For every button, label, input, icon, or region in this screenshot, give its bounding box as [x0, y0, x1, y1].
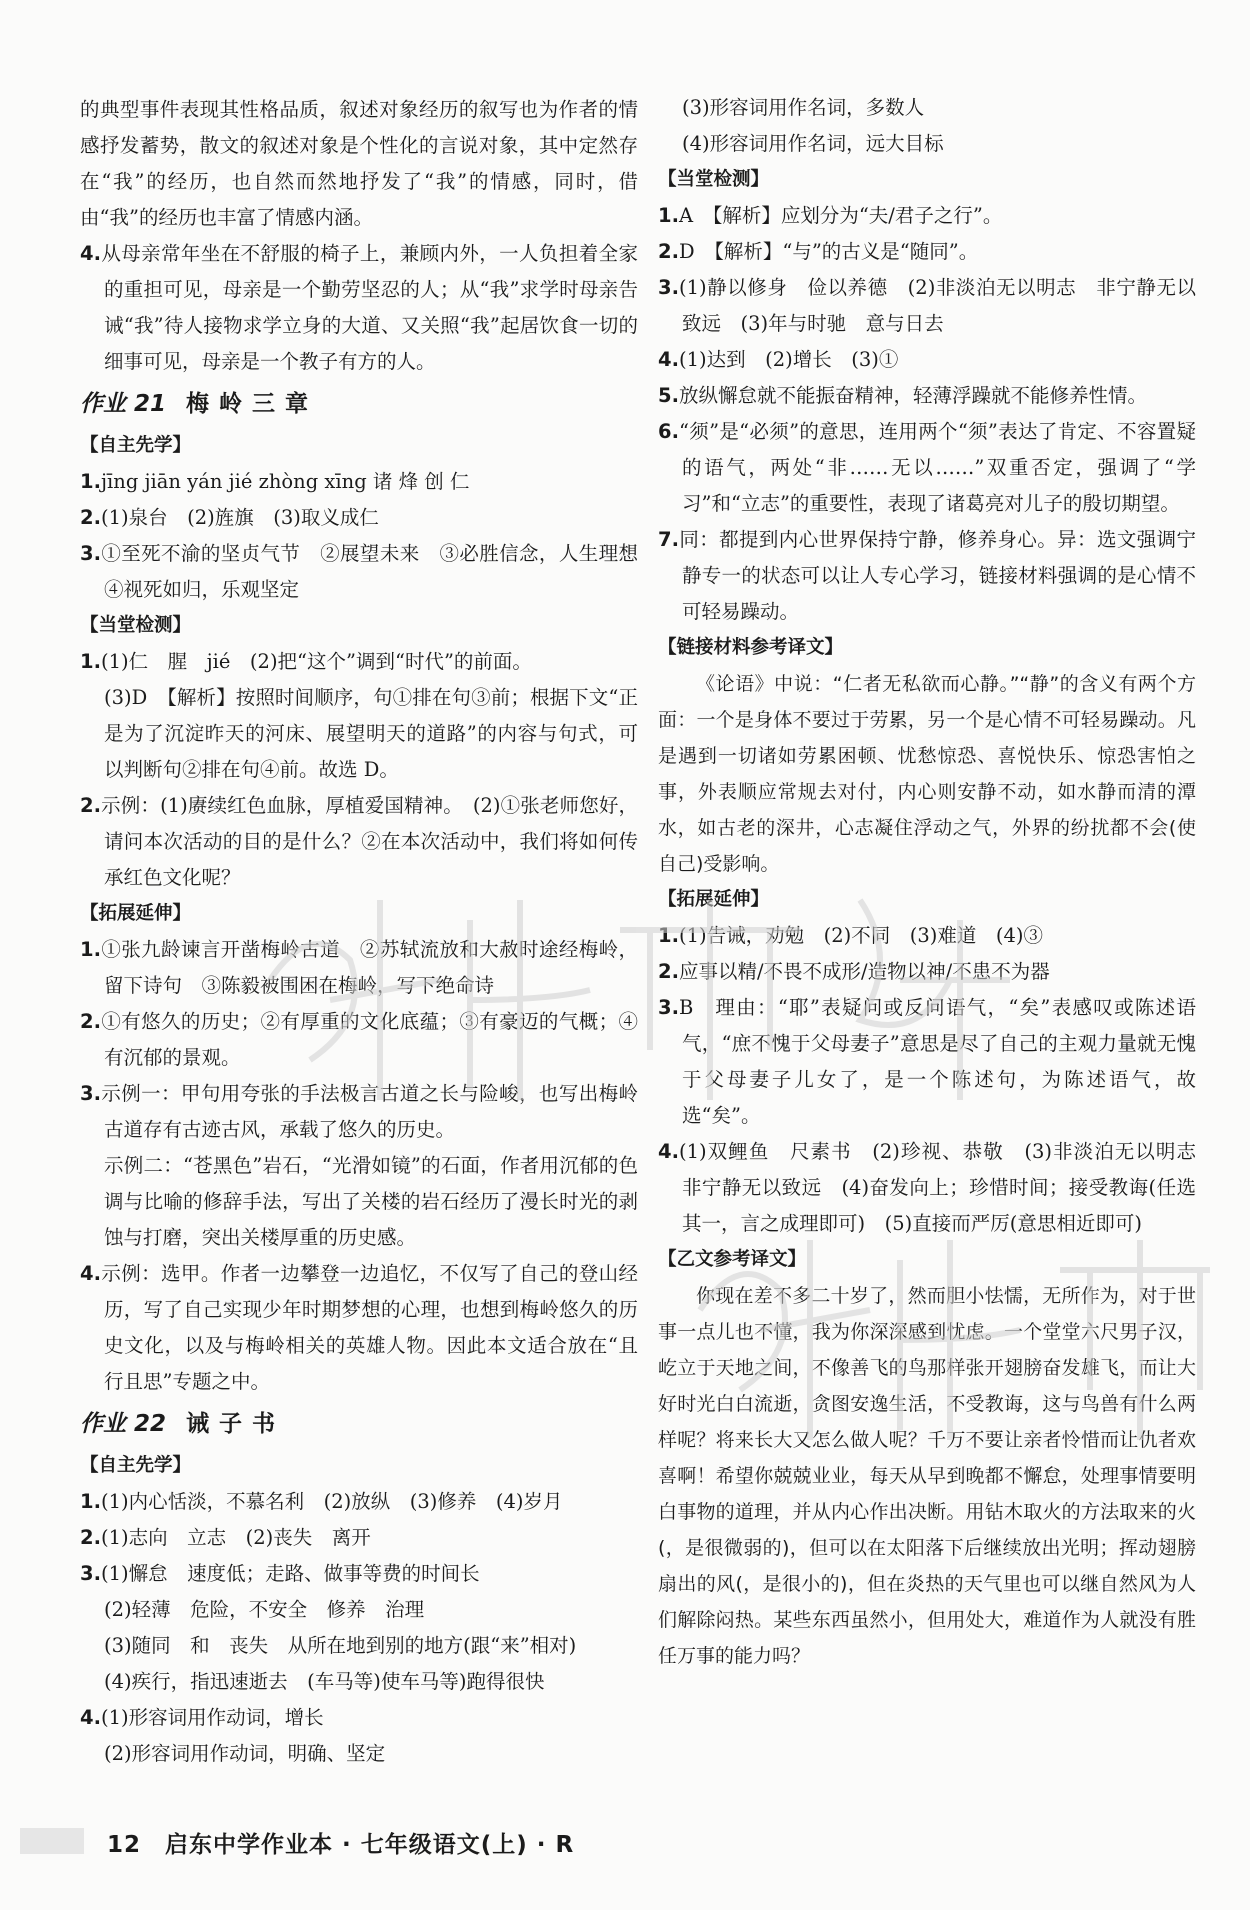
- item-text: 从母亲常年坐在不舒服的椅子上，兼顾内外，一人负担着全家的重担可见，母亲是一个勤劳坚忍的人；从“我”求学时母亲告诫“我”待人接物求学立身的大道、又关照“我”起居饮食一切的细事可见，母亲是一个教子有方的人。: [100, 242, 638, 373]
- intro-item-4: [80, 236, 638, 380]
- right-column: [658, 90, 1216, 1674]
- list-item: [80, 536, 658, 608]
- item-text: 放纵懈怠就不能振奋精神，轻薄浮躁就不能修养性情。: [678, 384, 1147, 407]
- item-number: 6.: [658, 420, 679, 443]
- list-item: [80, 1700, 638, 1736]
- hw22-class-test-list: [658, 198, 1196, 630]
- list-item: [658, 522, 1196, 630]
- item-text: (1)志向 立志 (2)丧失 离开: [100, 1526, 371, 1549]
- item-text: jīng jiān yán jié zhòng xīng 诸 烽 创 仁: [100, 470, 470, 493]
- list-item: [80, 1736, 638, 1772]
- item-text: (1)仁 腥 jié (2)把“这个”调到“时代”的前面。: [100, 650, 532, 673]
- yi-translation-text: 你现在差不多二十岁了，然而胆小怯懦，无所作为，对于世事一点儿也不懂，我为你深深感到忧虑。一个堂堂六尺男子汉，屹立于天地之间，不像善飞的鸟那样张开翅膀奋发雄飞，而让大好时光白白流逝，贪图安逸生活，不受教诲，这与鸟兽有什么两样呢？将来长大又怎么做人呢？千万不要让亲者怜惜而让仇者欢喜啊！希望你兢兢业业，每天从早到晚都不懈怠，处理事情要明白事物的道理，并从内心作出决断。用钻木取火的方法取来的火(，是很微弱的)，但可以在太阳落下后继续放出光明；挥动翅膀扇出的风(，是很小的)，但在炎热的天气里也可以继自然风为人们解除闷热。某些东西虽然小，但用处大，难道作为人就没有胜任万事的能力吗？: [658, 1285, 1196, 1667]
- homework-21-heading: [80, 382, 638, 426]
- item-text: 示例一：甲句用夸张的手法极言古道之长与险峻，也写出梅岭古道存有古迹古风，承载了悠久的历史。: [100, 1082, 638, 1141]
- section-extension: 【拓展延伸】: [658, 889, 770, 910]
- list-item: [658, 414, 1196, 522]
- item-number: 3.: [80, 542, 101, 565]
- list-item: [658, 234, 1196, 270]
- item-number: 2.: [658, 960, 679, 983]
- list-item: [80, 1484, 638, 1520]
- item-number: 4.: [80, 1262, 101, 1285]
- list-item: [80, 680, 638, 788]
- item-text: D 【解析】“与”的古义是“随同”。: [678, 240, 979, 263]
- link-translation-text: 《论语》中说：“仁者无私欲而心静。”“静”的含义有两个方面：一个是身体不要过于劳累，另一个是心情不可轻易躁动。凡是遇到一切诸如劳累困顿、忧愁惊恐、喜悦快乐、惊恐害怕之事，外表顺应常规去对付，内心则安静不动，如水静而清的潭水，如古老的深井，心志凝住浮动之气，外界的纷扰都不会(使自己)受影响。: [658, 673, 1196, 875]
- item-number: 4.: [658, 348, 679, 371]
- intro-paragraph: 的典型事件表现其性格品质，叙述对象经历的叙写也为作者的情感抒发蓄势，散文的叙述对象是个性化的言说对象，其中定然存在“我”的经历，也自然而然地抒发了“我”的情感，同时，借由“我”的经历也丰富了情感内涵。: [80, 98, 638, 229]
- list-item: [80, 644, 638, 680]
- list-item: [658, 918, 1196, 954]
- section-class-test: 【当堂检测】: [80, 615, 192, 636]
- item-number: 1.: [658, 924, 679, 947]
- item-number: 3.: [658, 276, 679, 299]
- list-item: [658, 342, 1196, 378]
- list-item: [80, 1004, 638, 1076]
- list-item: [658, 378, 1196, 414]
- list-item: [658, 954, 1196, 990]
- item-number: 4.: [80, 1706, 101, 1729]
- item-text: (3)随同 和 丧失 从所在地到别的地方(跟“来”相对): [104, 1634, 577, 1657]
- list-item: [80, 1148, 638, 1256]
- item-text: ①张九龄谏言开凿梅岭古道 ②苏轼流放和大赦时途经梅岭，留下诗句 ③陈毅被围困在梅岭，写下绝命诗: [100, 938, 638, 997]
- list-item: [80, 788, 638, 896]
- item-number: 1.: [80, 470, 101, 493]
- list-item: [658, 198, 1196, 234]
- item-number: 4.: [80, 242, 101, 265]
- item-number: 3.: [80, 1562, 101, 1585]
- item-number: 5.: [658, 384, 679, 407]
- item-text: A 【解析】应划分为“夫/君子之行”。: [678, 204, 1003, 227]
- list-item: [80, 1076, 638, 1148]
- item-text: (1)形容词用作动词，增长: [100, 1706, 324, 1729]
- item-text: ①至死不渝的坚贞气节 ②展望未来 ③必胜信念，人生理想 ④视死如归，乐观坚定: [100, 542, 658, 601]
- item-text: 应事以精/不畏不成形/造物以神/不患不为器: [678, 960, 1050, 983]
- item-text: (4)疾行，指迅速逝去 (车马等)使车马等)跑得很快: [104, 1670, 545, 1693]
- hw21-self-study-list: [80, 464, 658, 608]
- list-item: [658, 90, 1196, 126]
- list-item: [80, 1628, 638, 1664]
- list-item: [658, 126, 1196, 162]
- footer-bar: [20, 1828, 84, 1854]
- left-column: [80, 92, 658, 1772]
- item-number: 1.: [658, 204, 679, 227]
- item-text: B 理由：“耶”表疑问或反问语气，“矣”表感叹或陈述语气，“庶不愧于父母妻子”意思是尽了自己的主观力量就无愧于父母妻子儿女了，是一个陈述句，为陈述语气，故选“矣”。: [678, 996, 1196, 1127]
- item-text: (1)内心恬淡，不慕名利 (2)放纵 (3)修养 (4)岁月: [100, 1490, 563, 1513]
- item-text: 同：都提到内心世界保持宁静，修养身心。异：选文强调宁静专一的状态可以让人专心学习，链接材料强调的是心情不可轻易躁动。: [678, 528, 1196, 623]
- item-text: ①有悠久的历史；②有厚重的文化底蕴；③有豪迈的气概；④有沉郁的景观。: [100, 1010, 638, 1069]
- list-item: [80, 1256, 638, 1400]
- item-text: (2)形容词用作动词，明确、坚定: [104, 1742, 386, 1765]
- homework-label: 作业 22: [80, 1411, 167, 1437]
- list-item: [80, 1664, 638, 1700]
- section-self-study: 【自主先学】: [80, 1455, 192, 1476]
- item-number: 3.: [80, 1082, 101, 1105]
- list-item: [80, 1556, 638, 1592]
- hw21-class-test-list: [80, 644, 638, 896]
- item-number: 2.: [80, 794, 101, 817]
- item-text: (3)形容词用作名词，多数人: [682, 96, 925, 119]
- homework-title: 梅岭三章: [186, 391, 319, 417]
- item-text: (2)轻薄 危险，不安全 修养 治理: [104, 1598, 425, 1621]
- list-item: [80, 464, 638, 500]
- item-number: 1.: [80, 1490, 101, 1513]
- item-text: 示例二：“苍黑色”岩石，“光滑如镜”的石面，作者用沉郁的色调与比喻的修辞手法，写出了关楼的岩石经历了漫长时光的剥蚀与打磨，突出关楼厚重的历史感。: [104, 1154, 638, 1249]
- list-item: [80, 1520, 638, 1556]
- list-item: [80, 500, 638, 536]
- item-number: 3.: [658, 996, 679, 1019]
- page-footer: [0, 1818, 1250, 1864]
- item-number: 4.: [658, 1140, 679, 1163]
- section-extension: 【拓展延伸】: [80, 903, 192, 924]
- item-number: 2.: [80, 1526, 101, 1549]
- item-number: 2.: [80, 506, 101, 529]
- item-text: 示例：选甲。作者一边攀登一边追忆，不仅写了自己的登山经历，写了自己实现少年时期梦想的心理，也想到梅岭悠久的历史文化，以及与梅岭相关的英雄人物。因此本文适合放在“且行且思”专题之中。: [100, 1262, 638, 1393]
- section-link-translation: 【链接材料参考译文】: [658, 637, 844, 658]
- item-number: 7.: [658, 528, 679, 551]
- list-item: [658, 270, 1196, 342]
- item-text: “须”是“必须”的意思，连用两个“须”表达了肯定、不容置疑的语气，两处“非……无以……”双重否定，强调了“学习”和“立志”的重要性，表现了诸葛亮对儿子的殷切期望。: [678, 420, 1196, 515]
- section-self-study: 【自主先学】: [80, 435, 192, 456]
- list-item: [80, 932, 638, 1004]
- page-number: 12: [107, 1832, 142, 1858]
- hw22-extension-list: [658, 918, 1216, 1242]
- hw22-self-study-list: [80, 1484, 638, 1772]
- homework-label: 作业 21: [80, 391, 167, 417]
- item-text: (4)形容词用作名词，远大目标: [682, 132, 944, 155]
- item-text: (1)双鲤鱼 尺素书 (2)珍视、恭敬 (3)非淡泊无以明志 非宁静无以致远 (4)奋发向上；珍惜时间；接受教诲(任选其一，言之成理即可) (5)直接而严厉(意思相近即可): [678, 1140, 1216, 1235]
- item-text: (1)静以修身 俭以养德 (2)非淡泊无以明志 非宁静无以致远 (3)年与时驰 意与日去: [678, 276, 1196, 335]
- item-number: 2.: [658, 240, 679, 263]
- book-title: 启东中学作业本 · 七年级语文(上) · R: [165, 1832, 575, 1858]
- item-text: (3)D 【解析】按照时间顺序，句①排在句③前；根据下文“正是为了沉淀昨天的河床、展望明天的道路”的内容与句式，可以判断句②排在句④前。故选 D。: [104, 686, 638, 781]
- section-class-test: 【当堂检测】: [658, 169, 770, 190]
- item-text: (1)泉台 (2)旌旗 (3)取义成仁: [100, 506, 379, 529]
- item-number: 2.: [80, 1010, 101, 1033]
- item-text: (1)告诫，劝勉 (2)不同 (3)难道 (4)③: [678, 924, 1043, 947]
- item-number: 1.: [80, 650, 101, 673]
- homework-22-heading: [80, 1402, 638, 1446]
- homework-title: 诫子书: [186, 1411, 286, 1437]
- item-text: (1)懈怠 速度低；走路、做事等费的时间长: [100, 1562, 480, 1585]
- section-yi-translation: 【乙文参考译文】: [658, 1249, 807, 1270]
- item-number: 1.: [80, 938, 101, 961]
- footer-text: [107, 1826, 574, 1859]
- list-item: [658, 1134, 1216, 1242]
- hw21-extension-list: [80, 932, 638, 1400]
- list-item: [80, 1592, 638, 1628]
- item-text: (1)达到 (2)增长 (3)①: [678, 348, 899, 371]
- item-text: 示例：(1)赓续红色血脉，厚植爱国精神。 (2)①张老师您好，请问本次活动的目的是什么？②在本次活动中，我们将如何传承红色文化呢？: [100, 794, 638, 889]
- list-item: [658, 990, 1196, 1134]
